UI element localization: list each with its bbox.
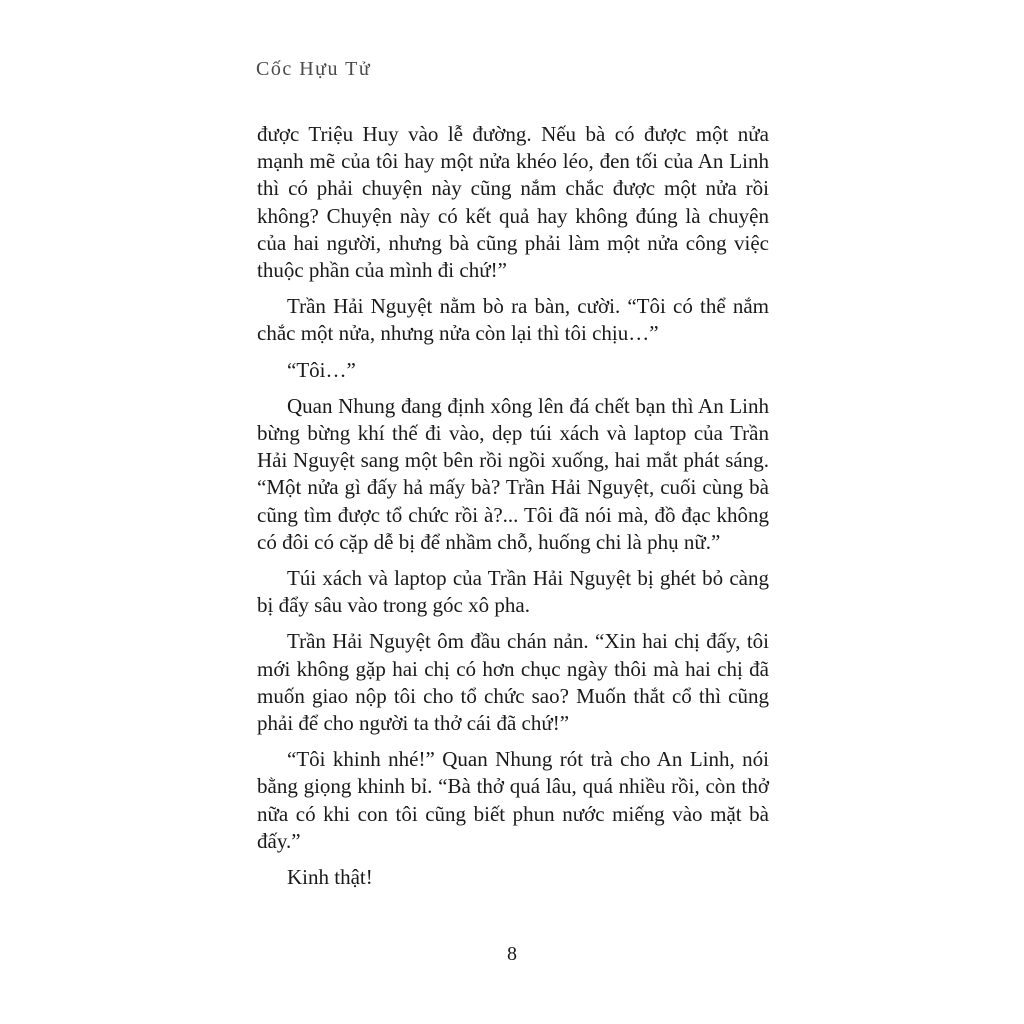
paragraph-2: Trần Hải Nguyệt nằm bò ra bàn, cười. “Tôi có thể nắm chắc một nửa, nhưng nửa còn lại thì tôi chịu…”	[257, 294, 769, 346]
paragraph-5: Túi xách và laptop của Trần Hải Nguyệt bị ghét bỏ càng bị đẩy sâu vào trong góc xô pha.	[257, 566, 769, 618]
paragraph-4: Quan Nhung đang định xông lên đá chết bạn thì An Linh bừng bừng khí thế đi vào, dẹp túi xách và laptop của Trần Hải Nguyệt sang một bên rồi ngồi xuống, hai mắt phát sáng. “Một nửa gì đấy hả mấy bà? Trần Hải Nguyệt, cuối cùng bà cũng tìm được tổ chức rồi à?... Tôi đã nói mà, đồ đạc không có đôi có cặp dễ bị để nhầm chỗ, huống chi là phụ nữ.”	[257, 393, 769, 554]
paragraph-7: “Tôi khinh nhé!” Quan Nhung rót trà cho An Linh, nói bằng giọng khinh bỉ. “Bà thở quá lâu, quá nhiều rồi, còn thở nữa có khi con tôi cũng biết phun nước miếng vào mặt bà đấy.”	[257, 747, 769, 853]
paragraph-3: “Tôi…”	[287, 357, 356, 382]
paragraph-6: Trần Hải Nguyệt ôm đầu chán nản. “Xin hai chị đấy, tôi mới không gặp hai chị có hơn chục ngày thôi mà hai chị đã muốn giao nộp tôi cho tổ chức sao? Muốn thắt cổ thì cũng phải để cho người ta thở cái đã chứ!”	[257, 629, 769, 736]
paragraph-8: Kinh thật!	[287, 865, 373, 890]
running-header: Cốc Hựu Tử	[256, 58, 372, 80]
body-text	[257, 121, 769, 900]
page-number: 8	[507, 943, 517, 965]
paragraph-1: được Triệu Huy vào lễ đường. Nếu bà có được một nửa mạnh mẽ của tôi hay một nửa khéo léo, đen tối của An Linh thì có phải chuyện này cũng nắm chắc được một nửa rồi không? Chuyện này có kết quả hay không đúng là chuyện của hai người, nhưng bà cũng phải làm một nửa công việc thuộc phần của mình đi chứ!”	[257, 122, 769, 283]
